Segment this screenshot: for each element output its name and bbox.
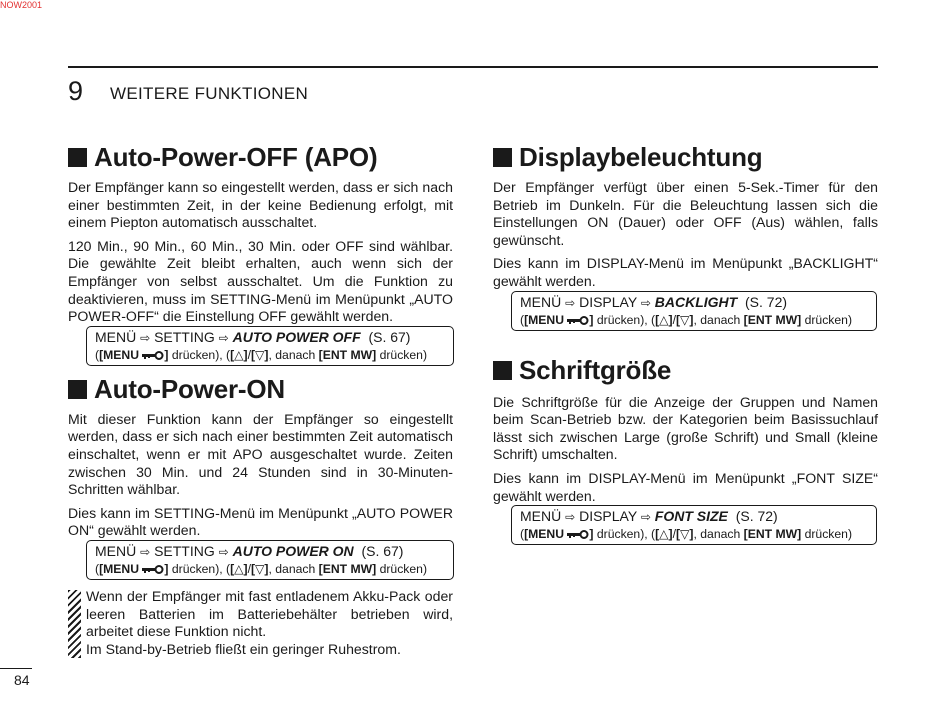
left-column bbox=[68, 140, 453, 658]
menu-path-box bbox=[86, 326, 454, 366]
section-heading: Auto-Power-OFF (APO) bbox=[68, 140, 453, 174]
paragraph: Mit dieser Funktion kann der Empfänger so eingestellt werden, dass er sich nach einer bestimmten Zeit automatisch einschaltet, wenn er mit APO ausgeschaltet wurde. Zeiten zwischen 30 Min. und 24 Stunden sind in 30-Minuten-Schritten wählbar. bbox=[68, 410, 453, 498]
key-instruction: ([MENU ] drücken), ([△]/[▽], danach [ENT MW] drücken) bbox=[520, 312, 853, 327]
paragraph: Die Schriftgröße für die Anzeige der Gruppen und Namen beim Scan-Betrieb bzw. der Kategorien beim Basissuchlauf lässt sich zwischen Large (große Schrift) und Small (kleine Schrift) umschalten. bbox=[493, 393, 878, 463]
key-instruction: ([MENU ] drücken), ([△]/[▽], danach [ENT MW] drücken) bbox=[95, 561, 428, 576]
paragraph: Der Empfänger kann so eingestellt werden, dass er sich nach einer bestimmten Zeit, in der keine Bedienung erfolgt, mit einem Piepton automatisch ausschaltet. bbox=[68, 179, 453, 231]
hollow-arrow-icon: ⇨ bbox=[218, 330, 229, 345]
note-hatch-icon bbox=[68, 590, 81, 658]
paragraph: Dies kann im SETTING-Menü im Menüpunkt „AUTO POWER ON“ gewählt werden. bbox=[68, 504, 453, 539]
hollow-arrow-icon: ⇨ bbox=[565, 510, 576, 525]
section-apo-on bbox=[68, 372, 453, 580]
hollow-arrow-icon: ⇨ bbox=[140, 544, 151, 559]
section-heading: Displaybeleuchtung bbox=[493, 140, 878, 174]
note-block bbox=[68, 588, 453, 658]
key-icon bbox=[567, 530, 589, 539]
square-bullet-icon bbox=[493, 361, 512, 380]
right-column bbox=[493, 140, 878, 545]
key-icon bbox=[567, 316, 589, 325]
menu-path-box bbox=[86, 540, 454, 580]
paragraph: Der Empfänger verfügt über einen 5-Sek.-Timer für den Betrieb im Dunkeln. Für die Beleuchtung lassen sich die Einstellungen ON (Dauer) oder OFF (Aus) wählen, falls gewünscht. bbox=[493, 179, 878, 248]
footer-rule bbox=[0, 668, 32, 669]
note-text: Im Stand-by-Betrieb fließt ein geringer Ruhestrom. bbox=[86, 640, 401, 657]
hollow-arrow-icon: ⇨ bbox=[218, 544, 229, 559]
section-heading: Auto-Power-ON bbox=[68, 372, 453, 406]
menu-path-box bbox=[511, 505, 877, 545]
square-bullet-icon bbox=[493, 148, 512, 167]
menu-path: MENÜ ⇨ DISPLAY ⇨ BACKLIGHT (S. 72) bbox=[520, 293, 788, 310]
paragraph: Dies kann im DISPLAY-Menü im Menüpunkt „FONT SIZE“ gewählt werden. bbox=[493, 469, 878, 504]
hollow-arrow-icon: ⇨ bbox=[640, 510, 651, 525]
menu-path: MENÜ ⇨ SETTING ⇨ AUTO POWER OFF (S. 67) bbox=[95, 328, 411, 345]
hollow-arrow-icon: ⇨ bbox=[140, 330, 151, 345]
chapter-title: WEITERE FUNKTIONEN bbox=[110, 84, 309, 103]
menu-path: MENÜ ⇨ SETTING ⇨ AUTO POWER ON (S. 67) bbox=[95, 542, 404, 559]
section-apo-off bbox=[68, 140, 453, 366]
paragraph: 120 Min., 90 Min., 60 Min., 30 Min. oder OFF sind wählbar. Die gewählte Zeit bleibt erhalten, auch wenn sich der Empfänger von selbst ausschaltet. Um die Funktion zu deaktivieren, muss im SETTING-Menü im Menüpunkt „AUTO POWER-OFF“ die Einstellung OFF gewählt werden. bbox=[68, 237, 453, 325]
key-icon bbox=[142, 565, 164, 574]
square-bullet-icon bbox=[68, 148, 87, 167]
page-number: 84 bbox=[14, 672, 30, 688]
hollow-arrow-icon: ⇨ bbox=[565, 295, 576, 310]
section-heading: Schriftgröße bbox=[493, 353, 878, 387]
chapter-number: 9 bbox=[68, 76, 84, 106]
hollow-arrow-icon: ⇨ bbox=[640, 295, 651, 310]
section-display bbox=[493, 140, 878, 331]
key-instruction: ([MENU ] drücken), ([△]/[▽], danach [ENT MW] drücken) bbox=[95, 347, 428, 362]
key-icon bbox=[142, 351, 164, 360]
note-text: Wenn der Empfänger mit fast entladenem Akku-Pack oder leeren Batterien im Batteriebehälter betrieben wird, arbeitet diese Funktion nicht. bbox=[86, 587, 453, 640]
header-mark: NOW2001 bbox=[0, 0, 43, 10]
paragraph: Dies kann im DISPLAY-Menü im Menüpunkt „BACKLIGHT“ gewählt werden. bbox=[493, 255, 878, 289]
key-instruction: ([MENU ] drücken), ([△]/[▽], danach [ENT MW] drücken) bbox=[520, 527, 853, 542]
section-font-size bbox=[493, 353, 878, 546]
square-bullet-icon bbox=[68, 380, 87, 399]
chapter-rule bbox=[68, 66, 878, 68]
menu-path-box bbox=[511, 291, 877, 331]
menu-path: MENÜ ⇨ DISPLAY ⇨ FONT SIZE (S. 72) bbox=[520, 508, 778, 525]
